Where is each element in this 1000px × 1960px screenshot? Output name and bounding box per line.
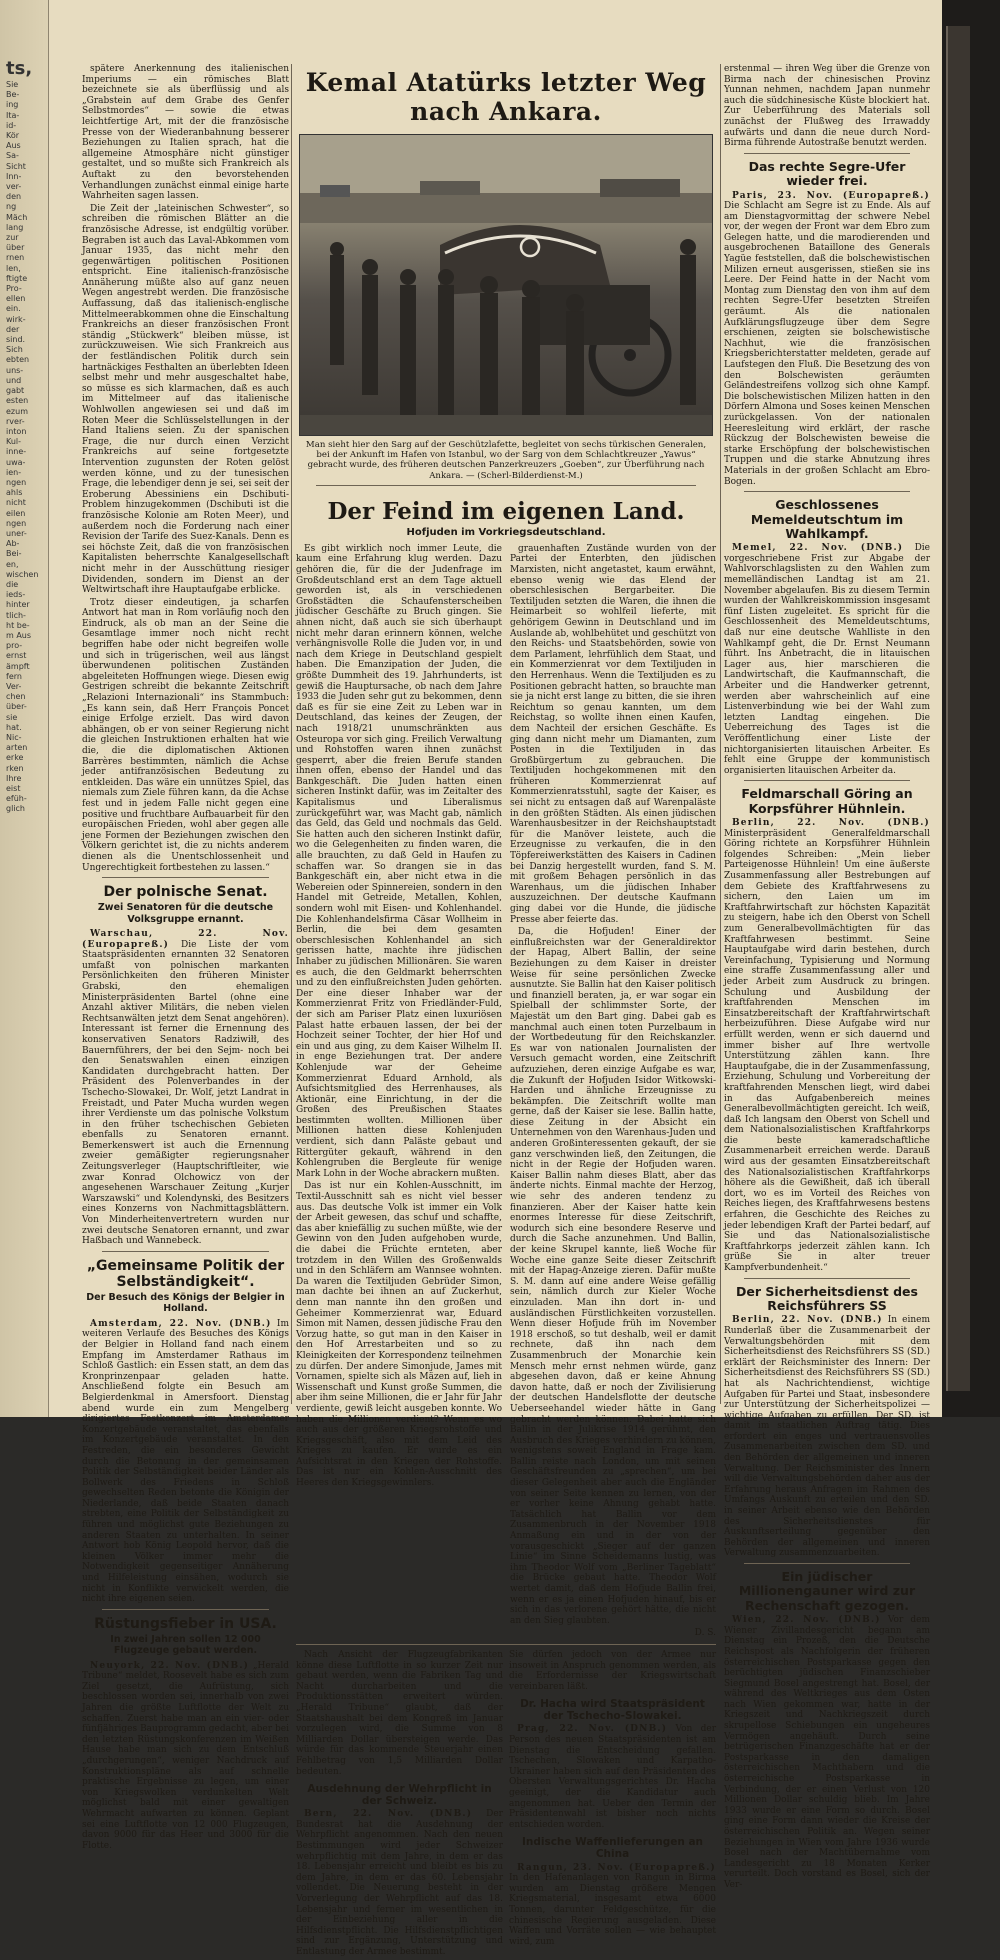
binding-fragment: Sa- [6,151,19,161]
schweiz-body: Der Bundesrat hat die Ausdehnung der Wehrpflicht angenommen. Nach den neuen Bestimmungen wird jeder Schweizer wehrpflichtig mit dem Jahre, in dem er das 18. Lebensjahr erreicht und bleibt es bis zu dem Jahre, in dem er das 60. Lebensjahr vollendet. Die Neuerung besteht in der Vorverlegung der Wehrpflicht auf das 18. Lebensjahr und ferner im wesentlichen in der Einbeziehung aller in die Hilfsdienstpflicht. Die Hilfsdienstpflichtigen sind zur Ergänzung, Unterstützung und Entlastung der Armee bestimmt. [296,1809,503,1957]
binding-fragment: Ihre [6,773,22,783]
china-dateline: Rangun, 23. Nov. (Europapreß.) [517,1862,716,1873]
usa-dateline: Neuyork, 22. Nov. (DNB.) [90,1660,250,1671]
binding-fragment: hat. [6,722,22,732]
column-rule [291,64,292,1404]
wien-body: Vor dem Wiener Zivillandesgericht begann am Dienstag ein Prozeß, den die Deutsche Reichspost als Nachfolgerin der früheren österreichischen Postsparkasse gegen den berüchtigten jüdischen Finanzschieber Siegmund Bosel angestrengt hat. Bosel, der während des Weltkrieges aus dem Osten nach Wien gekommen war, hatte in der Kriegszeit und Nachkriegszeit durch skrupellose Schiebungen ein ungeheures Vermögen angehäuft. Durch seine betrügerischen Finanzgeschäfte hat er der Postsparkasse in den damaligen österreichischen Machthabern und die österreichische Postsparkasse in Verbindung, der er einen Verlust von 120 Millionen Dollar schuldig blieb. Im Jahre 1933 wurde er eine Form so durch. Bosel ging eine Form dann wieder die Kreise der österreichischen Politik an. Wegen seiner Beziehungen in Wien vom Jahre 1936 wurde Bosel nach der Machtübernahme vom Landesgericht zu 18 Monaten Kerker verurteilt. Doch vorstand es Bosel, sich der Ver- [724,1615,930,1890]
china-continuation: erstenmal — ihren Weg über die Grenze von Birma nach der chinesischen Provinz Yunnan nehmen, nachdem Japan nunmehr auch die südchinesische Küste blockiert hat. Zur Ueberführung des Materials soll zunächst der Flußweg des Irrawaddy aufwärts und dann die neue durch Nord-Birma führende Autostraße benutzt werden. [724,64,930,149]
paragraph: spätere Anerkennung des italienischen Imperiums — ein römisches Blatt bezeichnete sie als überflüssig und als „Grabstein auf dem Grabe des Genfer Selbstmordes“ — sowie die etwas leichtfertige Art, mit der die französische Presse von der Wiederanbahnung besserer Beziehungen zu Italien sprach, hat die allgemeine Atmosphäre nicht günstiger gestaltet, und so mußte sich Frankreich als Auftakt zu den bevorstehenden Verhandlungen zunächst einmal einige harte Wahrheiten sagen lassen. [82,64,289,202]
paragraph: grauenhaften Zustände wurden von der Partei der Enterbten, den jüdischen Marxisten, nicht angetastet, kaum erwähnt, ebenso wenig wie das Elend der oberschlesischen Bergarbeiter. Die Textiljuden setzten die Waren, die ihnen die Heimarbeit so wohlfeil lieferte, mit gehörigem Gewinn in Deutschland und im Auslande ab, wohlbehütet und geschützt von den Reichs- und Staatsbehörden, sowie von dem Parlament, lehrfühlich dem Staat, und ein Kommerzienrat vor dem Textiljuden in den Herrenhaus. Wenn die Textiljuden es zu Positionen gebracht hatten, so brauchte man sie ja nicht erst lange zu bitten, die sie ihren Reichtum so genau kannten, um dem Reichstag, so wollte ihnen einen Kaufen, dem Nachteil der ersichen Geschäfte. Es ging dann nicht mehr um Diamanten, zum Posten in die Textiljuden in das Großbürgertum zu gebrauchen. Die Textiljuden hochgekommenen mit den früheren Kommerzienrat auf Kommerzienratsstuhl, sagte der Kaiser, es sei nicht zu entsagen daß auf Warenpaläste in den größten Städten. Als einen jüdischen Warenhausbesitzer in der Reichshauptstadt für die Manöver leistete, auch die Erzeugnisse zu verkaufen, die in den Töpfereiwerkstätten des Kaisers in Cadinen bei Danzig hergestellt wurden, fand S. M. mit großem Behagen persönlich in das Warenhaus, um die jüdischen Inhaber auszuzeichnen. Der deutsche Kaufmann ging dabei vor die Hunde, die jüdische Presse aber feierte das. [510,543,716,925]
binding-fragment: ver- [6,182,22,192]
feind-column-b-text [510,544,716,1627]
binding-fragment: inne- [6,447,27,457]
segre-body: Die Schlacht am Segre ist zu Ende. Als auf am Dienstagvormittag der schwere Nebel vor, der wegen der Front war dem Ebro zum Gelegen hatte, und die marodierenden und ausgebrochenen Bataillone des Generals Yagüe feststellen, daß die bolschewistischen Milizen erneut ausgerissen, stießen sie ins Leere. Der Feind hatte in der Nacht vom Montag zum Dienstag den von ihm auf dem rechten Segre-Ufer besetzten Streifen geräumt. Als die nationalen Aufklärungsflugzeuge über dem Segre erschienen, zeigten sie bolschewistische Nachhut, wie die französischen Kriegsberichterstatter meldeten, gerade auf Laufstegen den Fluß. Die Besetzung des von den Bolschewisten geräumten Geländestreifens vollzog sich ohne Kampf. Die bolschewistischen Milizen hatten in den Dörfern Almona und Soses keinen Menschen zurückgelassen. Von der nationalen Heeresleitung wird erklärt, der rasche Rückzug der Bolschewisten beweise die starke Erschöpfung der bolschewistischen Truppen und die starke Abnutzung ihres Materials in der großen Schlacht am Ebro-Bogen. [724,201,930,487]
wien-dateline: Wien, 22. Nov. (DNB.) [732,1615,881,1626]
sd-dateline: Berlin, 22. Nov. (DNB.) [732,1315,883,1326]
feind-article-body [296,544,716,1639]
binding-fragment: ebten [6,355,30,365]
usa-subheadline: In zwei Jahren sollen 12 000 Flugzeuge gebaut werden. [110,1633,261,1657]
binding-fragment: Sich [6,345,23,355]
binding-fragment: Nic- [6,733,22,742]
binding-fragment: über [6,243,25,253]
binding-fragment: ämpft [6,661,30,671]
binding-fragment: uner- [6,528,27,538]
divider [102,1609,269,1610]
binding-fragment: ezum [6,406,28,416]
hacha-dateline: Prag, 22. Nov. (DNB.) [517,1724,668,1735]
binding-fragment: der [6,324,20,334]
paragraph: Die Zeit der „lateinischen Schwester“, so schreiben die römischen Blätter an die französische Adresse, ist endgültig vorüber. Begraben ist auch das Laval-Abkommen vom Januar 1935, das nicht mehr den gegenwärtigen politischen Positionen entspricht. Eine italienisch-französische Annäherung müßte also auf ganz neuen Wegen angestrebt werden. Die französische Auffassung, daß das italienisch-englische Mittelmeerabkommen ohne die Einschaltung Frankreichs an dieser französischen Front ständig „Stückwerk“ bleiben müsse, ist zurückzuweisen. Wie sich Frankreich aus der festländischen Politik durch sein hartnäckiges Festhalten an überlebten Ideen selbst mehr und mehr ausgeschaltet habe, so müsse es sich klarmachen, daß es auch im Mittelmeer auf das italienische Wohlwollen angewiesen sei und daß im Roten Meer die Schlüsselstellungen in der Hand Italiens seien. Zu der spanischen Frage, die nur durch einen Verzicht Frankreichs auf seine fortgesetzte Intervention zugunsten der Roten gelöst werden könne, und zu der tunesischen Frage, die lebendiger denn je sei, sei seit der Eroberung Abessiniens ein Dschibuti-Problem hinzugekommen (Dschibuti ist die französische Kolonie am Roten Meer), und außerdem noch die Forderung nach einer Revision der Tarife des Suez-Kanals. Denn es sei höchste Zeit, daß die von französischen Kapitalisten beherrschte Kanalgesellschaft nicht mehr in der Ausschüttung riesiger Dividenden, sondern im Dienst an der Weltwirtschaft ihre Hauptaufgabe erblicke. [82,203,289,596]
senat-subheadline: Zwei Senatoren für die deutsche Volksgruppe ernannt. [97,902,274,925]
binding-fragment: über- [6,702,27,712]
binding-fragment: lang [6,222,24,232]
binding-fragment: nicht [6,498,26,508]
feind-column-b [510,544,716,1639]
binding-gutter [0,0,49,1417]
binding-fragment: rver- [6,416,25,426]
binding-fragment: efüh- [6,794,27,804]
senat-dateline: Warschau, 22. Nov. (Europapreß.) [82,929,289,950]
binding-fragment: m Aus [6,630,32,640]
binding-fragment: hinter [6,600,30,610]
book-cover-edge [942,0,1000,1417]
binding-fragment: Ver- [6,681,22,691]
divider [316,485,696,486]
photo-caption: Man sieht hier den Sarg auf der Geschützlafette, begleitet von sechs türkischen Generalen, bei der Ankunft im Hafen von Istanbul, wo der Sarg von dem Schlachtkreuzer „Yawus“ gebracht wurde, des früheren deutschen Panzerkreuzers „Goeben“, zur Überführung nach Ankara. — (Scherl-Bilderdienst-M.) [305,440,707,481]
segre-dateline: Paris, 23. Nov. (Europapreß.) [732,190,930,201]
hacha-headline: Dr. Hacha wird Staatspräsident der Tschecho-Slowakei. [520,1698,705,1723]
divider [744,780,910,781]
china-headline: Indische Waffenlieferungen an China [521,1836,704,1861]
usa-headline: Rüstungsfieber in USA. [94,1615,277,1632]
binding-fragment: Kul- [6,437,22,447]
paragraph: Das ist nur ein Kohlen-Ausschnitt, im Textil-Ausschnitt sah es nicht viel besser aus. Das deutsche Volk ist immer ein Volk der Arbeit gewesen, das schuf und schaffte, das aber kniefällig zu suchen müßte, wie der Gewinn von den Juden aufgehoben wurde, die dabei die Früchte ernteten, aber trotzdem in den Willen des Großenwalds und in den Schläfern am Wannsee wohnten. Da waren die Textiljuden Gebrüder Simon, man dachte bei ihnen an auf Zuckerhut, denn man nannte ihn den großen und Geheimer Kommerzienrat war, Eduard Simon mit Namen, dessen jüdische Frau den Vorzug hatte, so gut man in den Kaiser in den Hof Arrestarbeiten und so zu Kleinigkeiten der Korrespondenz teilnehmen zu dürfen. Der andere Simonjude, James mit Vornamen, spielte sich als Mäzen auf, lieh in Wissenschaft und Kunst große Summen, die aber ihm seine Millionen, die er Jahr für Jahr verdiente, gewiß leicht ausgeben konnte. Wo haben die Millionen verdient? Wenn es wo auch aus der größeren Kriegsrohstoffe und Kriegsgeschäft, also mit dem Leid des Krieges zu kaufen. Er wurde es ein Aufsichtsrat in den Kriegen der Rohstoffe. Das ist nur ein Kohlen-Ausschnitt des Heeres den Kriegsgewinnlers. [296,1181,502,1489]
binding-fragment: uwa- [6,457,26,467]
binding-fragment: Bei- [6,549,22,559]
binding-fragment: ht be- [6,620,30,630]
binding-fragment: erke [6,753,24,763]
binding-fragment: arten [6,743,28,753]
goering-headline: Feldmarschall Göring an Korpsführer Hühnlein. [741,786,913,816]
binding-fragment: ellen [6,294,26,304]
funeral-photo-illustration [300,135,712,435]
binding-fragment: ng [6,202,17,212]
hacha-lead: Sie dürfen jedoch von der Armee nur insoweit in Anspruch genommen werden, als die Erfordernisse der Kriegswirtschaft vereinbaren läßt. [509,1649,716,1692]
binding-fragment: wirk- [6,314,26,324]
binding-fragment: eilen [6,508,26,518]
column-rule [720,64,721,1404]
paragraph: Trotz dieser eindeutigen, ja scharfen Antwort hat man in Rom vorläufig noch den Eindruck, als ob man an der Seine die Gesamtlage immer noch nicht recht begriffen habe oder nicht begreifen wolle und sich in trügerischen, weil aus längst überwundenen politischen Zuständen abgeleiteten Hoffnungen wiege. Diesen ewig Gestrigen schreibt die bekannte Zeitschrift „Relazioni Internazionali“ ins Stammbuch: „Es kann sein, daß Herr François Poncet einige Erfolge erzielt. Das wird davon abhängen, ob er von seiner Regierung nicht die gleichen Instruktionen erhalten hat wie die, die die diplomatischen Aktionen Barrères bestimmten, nämlich die Achse jeder antifranzösischen Bedeutung zu entkleiden. Das wäre ein unnützes Spiel, das niemals zum Ziele führen kann, da die Achse fest und in jedem Falle nicht gegen eine positive und fruchtbare Aufbauarbeit für den europäischen Frieden, wohl aber gegen alle jene Formen der Beziehungen zwischen den Völkern gerichtet ist, die zu nichts anderem dienen als die Unentschlossenheit und Ungerechtigkeit fortbestehen zu lassen.“ [82,597,289,873]
feind-subheadline: Hofjuden im Vorkriegsdeutschland. [406,526,606,538]
binding-fragment: inton [6,426,27,436]
goering-dateline: Berlin, 22. Nov. (DNB.) [732,818,930,829]
binding-fragment: eist [6,784,21,794]
italy-france-article [82,64,289,873]
binding-fragment: fern [6,671,22,681]
binding-fragment: esten [6,396,29,406]
funeral-photo [299,134,713,436]
binding-fragment: ahls [6,488,23,498]
binding-fragment: ieds- [6,590,26,600]
binding-fragment: tlich- [6,610,26,620]
divider [744,153,910,154]
binding-fragment: Mäch [6,212,28,222]
sd-body: In einem Runderlaß über die Zusammenarbeit der Verwaltungsbehörden mit dem Sicherheitsdienst des Reichsführers SS (SD.) erklärt der Reichsminister des Innern: Der Sicherheitsdienst des Reichsführers SS (SD.) hat als Nachrichtendienst, wichtige Aufgaben für Partei und Staat, insbesondere zur Unterstützung der Sicherheitspolizei — wichtige Aufgaben zu erfüllen. Der SD. ist damit im staatlichen Auftrag tätig. Dies erfordert ein enges und vertrauensvolles Zusammenarbeiten zwischen dem SD. und den Behörden der allgemeinen und inneren Verwaltung. Der Reichsminister des Innern will die Verwaltungsbehörden daher aus der Erfahrung heraus Anfragen im Rahmen des Umfangs Auskunft zu erteilen und den SD. in seiner Arbeit ebenso wie den Behörden des Sicherheitsdienstes für Auskunftserteilung gegenüber den Behörden der allgemeinen und inneren Verwaltung zusammenzuarbeiten. [724,1315,930,1559]
previous-page-fragments [0,0,48,815]
binding-fragment: sind. [6,335,26,345]
binding-fragment: pro- [6,641,23,651]
lower-col-1 [296,1650,503,1960]
binding-fragment: gabt [6,386,25,396]
memel-headline: Geschlossenes Memeldeutschtum im Wahlkampf. [750,497,904,541]
binding-fragment: zur [6,233,19,243]
feind-column-a [296,544,502,1639]
goering-body: Ministerpräsident Generalfeldmarschall Göring richtete an Korpsführer Hühnlein folgendes Schreiben: „Mein lieber Parteigenosse Hühnlein! Um eine äußerste Zusammenfassung aller Bestrebungen auf dem Gebiete des Kraftfahrwesens zu sichern, den Laien um im Kraftfahrwirtschaft zur höchsten Kapazität zu steigern, habe ich den Oberst von Schell zum Generalbevollmächtigten für das Kraftfahrwesen bestimmt. Seine Hauptaufgabe wird darin bestehen, durch Vereinfachung, Typisierung und Normung eine straffe Zusammenfassung aller und jeder Arbeit zum Ausdruck zu bringen. Schulung und Ausbildung der kraftfahrenden Menschen im Einsatzbereitschaft der Kraftfahrwirtschaft herbeizuführen. Diese Aufgabe wird nur erfüllt werden, wenn er sich dauernd und immer bisher auf Ihre wertvolle Unterstützung zählen kann. Ihre Hauptaufgabe, die in der Zusammenfassung, Erziehung, Schulung und Vorbereitung der kraftfahrenden Menschen liegt, wird dabei in das Aufgabenbereich meines Generalbevollmächtigten gereicht. Ich weiß, daß Ich langsam den Oberst von Schell und dem Nationalsozialistischen Kraftfahrkorps die beste kameradschaftliche Zusammenarbeit erreichen werde. Darauß wird aus der gesamten Einsatzbereitschaft des Nationalsozialistischen Kraftfahrkorps höhere als die Gewißheit, daß ich überall dort, wo es im Vorteil des Reiches von Reiches liegen, des Kraftfahrwesens bestens erfahren, die Geschichte des Reiches zu jeder lebendigen Kraft der Partei bedarf, auf Sie und das Nationalsozialistische Kraftfahrkorps jederzeit zählen kann. Ich grüße Sie in alter treuer Kampfverbundenheit.“ [724,828,930,1273]
schweiz-dateline: Bern, 22. Nov. (DNB.) [304,1809,473,1820]
memel-dateline: Memel, 22. Nov. (DNB.) [732,543,904,554]
binding-fragment: chen [6,692,26,702]
column-1 [82,64,289,1853]
binding-fragment: id- [6,120,17,130]
usa-body: „Herald Tribune“ meldet, Roosevelt habe es sich zum Ziel gesetzt, die Aufrüstung, sich beschlossen worden sei, innerhalb von zwei Jahren die größte Luftflotte der Welt zu schaffen. Zuerst habe man an ein vier- oder fünfjähriges Bauprogramm gedacht, aber bei den letzten Rüstungskonferenzen im Weißen Hause habe man sich zu dem Entschluß „durchgerungen“, weniger Nachdruck auf Konstruktionspläne als auf schnelle praktische Ergebnisse zu legen, um einer von Kriegswolken verdunkelten Welt möglichst bald mit einer gewaltigen Wehrmacht aufwarten zu können. Geplant sei eine Luftflotte von 12 000 Flugzeugen, davon 9000 für das Heer und 3000 für die Flotte. [82,1660,289,1851]
paragraph: Da, die Hofjuden! Einer der einflußreichsten war der Generaldirektor der Hapag, Albert Ballin, der seine Beziehungen zu dem Kaiser in dreister Weise für seine persönlichen Zwecke ausnutzte. Sie Ballin hat den Kaiser politisch und finanziell beraten, ja, er war sogar ein Spielball der schlimmster Sorte, der Majestät um den Bart ging. Dabei gab es manchmal auch einen toten Purzelbaum in der Wortbedeutung für den Reichskanzler. Es war von nationalen Journalisten der Versuch gemacht worden, eine Zeitschrift aufzuziehen, deren einzige Aufgabe es war, die Zukunft der Hofjuden Isidor Witkowski-Harden und ähnliche Erzeugnisse zu bekämpfen. Die Zeitschrift wollte man gerne, daß der Kaiser sie lese. Ballin hatte, diese Zeitung in der Absicht ein Unternehmen von den Warenhaus-Juden und anderen Großinteressenten gekauft, der sie ganz verschwinden ließ, den Zeitungen, die nicht in der Regie der Hofjuden waren. Kaiser Ballin nahm dieses Blatt, aber das änderte nichts. Einmal machte der Herzog, wie sehr des anderen tendenz zu finanzieren. Aber der Kaiser hatte kein enormes Interesse für diese Zeitschrift, wodurch sich eine besondere Reserve und durch die Sache anzunehmen. Und Ballin, der keine Skrupel kannte, ließ Woche für Woche eine ganze Seite dieser Zeitschrift mit der Hapag-Anzeige zieren. Dafür mußte S. M. dann auf eine andere Weise gefällig sein, nämlich durch zur Kieler Woche einzuladen. Man ihn dort in- und ausländischen Fürstlichkeiten vorzustellen. Wenn dieser Hofjude früh im November 1918 erschoß, so tut deshalb, weil er damit rechnete, daß ihn nach dem Zusammenbruch der Monarchie kein Mensch mehr ernst nehmen würde, ganz abgesehen davon, daß er keine Ahnung davon hatte, daß er noch der Zivilisierung der deutschen Handelsflotte der deutsche Ueberseehandel wieder hätte in Gang gebracht werden können. Dabei hatte sich Ballin in der Julikrise 1914 gerühmt, den Ausbruch des Krieges verhindern zu können, wenigstens soweit England in Frage kam. Ballin reiste nach London, um mit seinen Geschäftsfreunden zu „sprechen“, um bei dieser Gelegenheit aber auch die Engländer von seiner Seite kennen zu lernen, von der er vorher keine Ahnung gehabt hatte. Tatsächlich hat Ballin vor dem Zusammenbruch in der November 1918 Anmaßung ein und in der von der vorausgeschickt „Sieger auf der ganzen Linie“ im Sinne Scheidemanns lustig, was ihm Theodor Wolf vom „Berliner Tageblatt“ die Brücke gebaut hatte. Theodor Wolf wertet damit, daß dem Hofjude Ballin frei, wenn er es ja einen Hofjuden hinauf, bis er sich in das verlorene gehört hätte, die nicht an den Sieg glaubten. [510,927,716,1626]
hacha-body: Von der Person des neuen Staatspräsidenten ist am Dienstag die Entscheidung gefallen. Tschechen, Slowaken und Karpatho-Ukrainer haben sich auf den Präsidenten des Obersten Verwaltungsgerichtes Dr. Hacha geeinigt, der die Kandidatur auch angenommen hat. Ueber den Termin der Präsidentenwahl ist bisher noch nichts entschieden worden. [509,1724,717,1830]
binding-fragment: glich [6,804,25,814]
binding-fragment: len, [6,263,21,273]
lower-col-2 [509,1650,716,1960]
belgier-body: Im weiteren Verlaufe des Besuches des Königs der Belgier in Holland fand nach einem Empfang im Amsterdamer Rathaus im Schloß Gastlich: ein Essen statt, an dem das Kronprinzenpaar geladen hatte. Anschließend folgte ein Besuch am Belgierdenkmal in Amersfoort. Dienstag abend wurde ein zum Mengelberg dirigiertes Festkonzert im Amsterdamer Konzertgebäude veranstaltet, das ebenfalls im Konzertgebäude veranstaltet. In den Festreden, die ein besonderes Gewicht durch die Betonung in der gemeinsamen Politik der Selbständigkeit beider Länder als Bollwerk des Friedens in Schloß gewechselten Reden betonte die Königin der Niederlande, daß beide Staaten danach strebten, eine Politik der Selbständigkeit zu führen und möglichst gute Beziehungen zu anderen Staaten zu unterhalten. In seiner Antwort hob König Leopold hervor, daß die kleinen Völker immer mehr die Notwendigkeit gegenseitiger Annäherung und Hilfeleistung einsähen, wodurch sie nicht in Konflikte verwickelt werden, die nicht ihre eigenen seien. [82,1318,289,1605]
binding-fragment: und [6,375,22,385]
binding-fragment: Ab- [6,539,20,549]
binding-fragment: uns- [6,365,24,375]
divider [102,877,269,878]
binding-fragment: ngen [6,518,27,528]
binding-fragment: en, [6,559,19,569]
divider [744,1278,910,1279]
lower-articles [296,1650,716,1960]
binding-fragment: Pro- [6,284,22,294]
binding-text-fragments [6,80,46,815]
binding-fragment: ernst [6,651,27,661]
binding-fragment: Sie [6,80,19,89]
binding-fragment: ngen [6,477,27,487]
binding-fragment: Aus [6,141,21,151]
belgier-dateline: Amsterdam, 22. Nov. (DNB.) [90,1318,272,1329]
binding-fragment: wischen [6,569,39,579]
flug-continuation: Nach Ansicht der Flugzeugfabrikanten könne diese Luftflotte in so kurzer Zeit nur gebaut werden, wenn die Fabriken Tag und Nacht durcharbeiten und die Produktionsstätten erweitert würden. „Herald Tribune“ glaubt, daß der Staatshaushalt bei dem Kongreß im Januar vorzulegen wird, die Summe von 8 Milliarden Dollar übersteigen werde. Das würde für das kommende Steuerjahr einen Fehlbetrag von 1,5 Milliarden Dollar bedeuten. [296,1649,503,1777]
binding-fragment: ing [6,100,19,110]
divider [744,491,910,492]
binding-fragment: die [6,579,19,589]
binding-top-fragment: ts, [6,58,33,79]
column-4 [724,64,930,1893]
binding-fragment: rnen [6,253,25,263]
belgier-subheadline: Der Besuch des Königs der Belgier in Holland. [86,1292,285,1315]
divider [102,1251,269,1252]
binding-fragment: rken [6,763,24,773]
sd-headline: Der Sicherheitsdienst des Reichsführers SS [736,1283,918,1313]
binding-fragment: ein. [6,304,21,314]
binding-fragment: sie [6,712,18,722]
cover-board [946,26,970,1391]
binding-fragment: den [6,192,22,202]
binding-fragment: Ita- [6,110,20,120]
feind-signature: D. S. [694,1628,716,1639]
schweiz-headline: Ausdehnung der Wehrpflicht in der Schweiz. [307,1783,492,1808]
feind-headline: Der Feind im eigenen Land. [327,497,685,525]
wien-headline: Ein jüdischer Millionengauner wird zur Rechenschaft gezogen. [738,1569,916,1613]
segre-headline: Das rechte Segre-Ufer wieder frei. [748,158,906,189]
binding-fragment: ftigte [6,273,28,283]
senat-headline: Der polnische Senat. [103,884,268,901]
binding-fragment: Sicht [6,161,26,171]
belgier-headline: „Gemeinsame Politik der Selbständigkeit“. [86,1257,285,1290]
binding-fragment: Inn- [6,171,22,181]
binding-fragment: Kör [6,131,20,141]
divider [296,1644,716,1645]
feature-headline: Kemal Atatürks letzter Weg nach Ankara. [305,68,707,126]
binding-fragment: Be- [6,90,20,100]
senat-body: Die Liste der vom Staatspräsidenten ernannten 32 Senatoren umfaßt von polnischen markanten Persönlichkeiten den früheren Minister Grabski, den ehemaligen Ministerpräsidenten Bartel (ohne eine Anzahl aktiver Militärs, die neben vielen Rechtsanwälten jetzt dem Senat angehören). Interessant ist ferner die Ernennung des konservativen Senators Radziwiłł, des Bauernführers, der bei den Sejm- noch bei den Senatswahlen einen einzigen Kandidaten durchgebracht hatten. Der Präsident des Polenverbandes in der Tschecho-Slowakei, Dr. Wolf, jetzt Landrat in Freistadt, und Pater Mucha wurden wegen ihrer Verdienste um das polnische Volkstum in den früher tschechischen Gebieten ebenfalls zu Senatoren ernannt. Bemerkenswert ist auch die Ernennung zweier gemäßigter regierungsnaher Zeitungsverleger (Hauptschriftleiter, wie zwar Konrad Olchowicz von der angesehenen Warschauer Zeitung „Kurjer Warszawski“ und Kolendynski, des Besitzers eines Konzerns von Nachmittagsblättern. Von Minderheitenvertretern wurden nur zwei deutsche Senatoren ernannt, und zwar Haßbach und Wannebeck. [82,939,289,1247]
middle-section [296,64,716,1960]
paragraph: Es gibt wirklich noch immer Leute, die kaum eine Erfahrung klug werden. Dazu gehören die, für die der Judenfrage im Großdeutschland erst an dem Tage aktuell geworden ist, als in verschiedenen Großstädten die Schaufensterscheiben jüdischer Geschäfte zu Bruch gingen. Sie ahnen nicht, daß auch sie sich überhaupt nicht mehr daran erinnern können, welche verhängnisvolle Rolle die Juden vor, in und nach dem Kriege in Deutschland gespielt haben. Die Emanzipation der Juden, die größte Dummheit des 19. Jahrhunderts, ist gewiß die Hauptursache, ob nach dem Jahre 1933 die Juden sehr gut zu bekommen, denn daß es für sie eine Zeit zu Leben war in Deutschland, das keines der Zeugen, der nach 1918/21 unumschränkten aus Osteuropa vor sich ging. Freilich Verwaltung und Rohstoffen waren ihnen zunächst gesperrt, aber die freien Berufe standen ihnen offen, ebenso der Handel und das Bankgeschäft. Die Juden hatten einen sicheren Instinkt dafür, was im Zeitalter des Kapitalismus und Liberalismus zurückgeführt war, was Macht gab, nämlich das Geld, das Geld und nochmals das Geld. Sie hatten auch den sicheren Instinkt dafür, wo die Gelegenheiten zu finden waren, die alle brauchten, zu daß Geld in Haufen zu schaffen war. So drangen sie in das Bankgeschäft ein, aber nicht etwa in die Webereien oder Spinnereien, sondern in den Handel mit Getreide, Metallen, Kohlen, sondern wohl mit Eisen- und Kohlenhandel. Die Kohlenhandelsfirma Cäsar Wollheim in Berlin, die bei dem gesamten oberschlesischen Kohlenhandel an sich gerissen hatte, machte ihre jüdischen Inhaber zu jüdischen Millionären. Sie waren es auch, die den Geldmarkt beherrschten und zu den einflußreichsten Juden gehörten. Der eine dieser Inhaber war der Kommerzienrat Fritz von Friedländer-Fuld, der sich am Pariser Platz einen luxuriösen Palast hatte erbauen lassen, der bei der Hochzeit seiner Tochter, der hier Hof und ein und aus ging, zu dem Kaiser Wilhelm II. in enge Beziehungen trat. Der andere Kohlenjude war der Geheime Kommerzienrat Eduard Arnhold, als Aufsichtsmitglied des Herrenhauses, als Aktionär, eine Einrichtung, in der die Großen des Preußischen Staates bestimmten wollten. Millionen über Millionen hatten diese Kohlenjuden verdient, sich dann Paläste gebaut und Rittergüter gekauft, während in den Kohlengruben die Bergleute für wenige Mark Lohn in der Woche abrackern mußten. [296,543,502,1179]
china-body: In den Hafenanlagen von Rangun in Birma wurden am Dienstag größere Mengen Kriegsmaterial, insgesamt etwa 6000 Tonnen, darunter Feldgeschütze, für die chinesische Regierung ausgeladen. Diese Waffen und Vorräte sollen — wie behauptet wird, zum [509,1873,716,1947]
divider [744,1563,910,1564]
binding-fragment: ien- [6,467,22,477]
memel-body: Die vorgeschriebene Frist zur Abgabe der Wahlvorschlagslisten zu den Wahlen zum memelländischen Landtag ist am 21. November abgelaufen. Bis zu diesem Termin wurden der Wahlkreiskommission insgesamt fünf Listen zugeleitet. Es spricht für die Geschlossenheit des Memeldeutschtums, daß nur eine deutsche Wahlliste in den Wahlkampf geht, die Dr. Ernst Neumann führt. Ins Anbetracht, die in litauischen Lager aus, hier marschieren die Landwirtschaft, die Kaufmannschaft, die Arbeiter und die Handwerker getrennt, werden aber wahrscheinlich auf eine Listenverbindung wie bei der Wahl zum letzten Landtag eingehen. Die Ueberreichung des Tages ist die Veröffentlichung einer Liste der nichtorganisierten litauischen Arbeiter. Es fehlt eine Gruppe der kommunistisch organisierten litauischen Arbeiter da. [724,543,930,776]
